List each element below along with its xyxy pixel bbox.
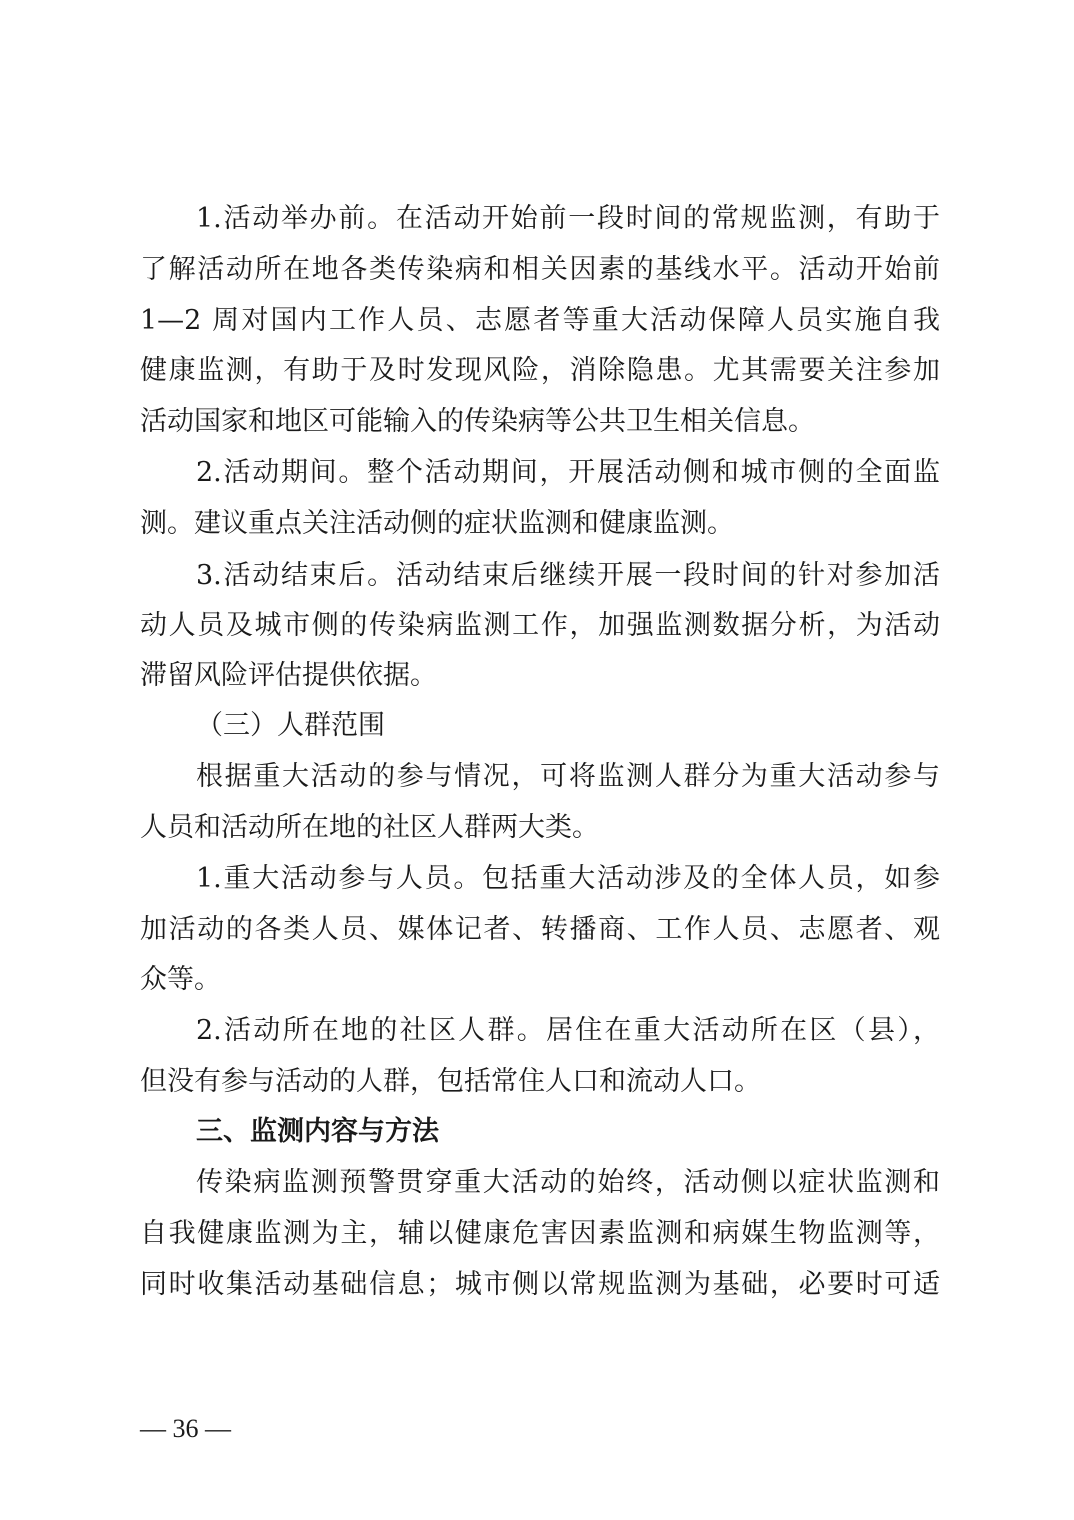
paragraph-line: 加活动的各类人员、媒体记者、转播商、工作人员、志愿者、观 bbox=[140, 914, 940, 945]
paragraph-line: 自我健康监测为主，辅以健康危害因素监测和病媒生物监测等， bbox=[140, 1218, 940, 1249]
paragraph-line: 人员和活动所在地的社区人群两大类。 bbox=[140, 812, 599, 843]
paragraph-line: 健康监测，有助于及时发现风险，消除隐患。尤其需要关注参加 bbox=[140, 355, 940, 386]
paragraph-line: 但没有参与活动的人群，包括常住人口和流动人口。 bbox=[140, 1066, 761, 1097]
paragraph-line: 1—2 周对国内工作人员、志愿者等重大活动保障人员实施自我 bbox=[140, 305, 940, 336]
paragraph-line: 1.重大活动参与人员。包括重大活动涉及的全体人员，如参 bbox=[196, 863, 940, 894]
paragraph-line: 3.活动结束后。活动结束后继续开展一段时间的针对参加活 bbox=[196, 560, 940, 591]
paragraph-line: 了解活动所在地各类传染病和相关因素的基线水平。活动开始前 bbox=[140, 254, 940, 285]
paragraph-line: 滞留风险评估提供依据。 bbox=[140, 660, 437, 691]
paragraph-line: 2.活动所在地的社区人群。居住在重大活动所在区（县）， bbox=[196, 1015, 940, 1046]
paragraph-line: 动人员及城市侧的传染病监测工作，加强监测数据分析，为活动 bbox=[140, 610, 940, 641]
section-subheading: （三）人群范围 bbox=[196, 710, 385, 741]
paragraph-line: 2.活动期间。整个活动期间，开展活动侧和城市侧的全面监 bbox=[196, 457, 940, 488]
paragraph-line: 1.活动举办前。在活动开始前一段时间的常规监测，有助于 bbox=[196, 203, 940, 234]
paragraph-line: 活动国家和地区可能输入的传染病等公共卫生相关信息。 bbox=[140, 406, 815, 437]
section-heading: 三、监测内容与方法 bbox=[196, 1116, 439, 1147]
paragraph-line: 根据重大活动的参与情况，可将监测人群分为重大活动参与 bbox=[196, 761, 940, 792]
paragraph-line: 传染病监测预警贯穿重大活动的始终，活动侧以症状监测和 bbox=[196, 1167, 940, 1198]
paragraph-line: 测。建议重点关注活动侧的症状监测和健康监测。 bbox=[140, 508, 734, 539]
paragraph-line: 众等。 bbox=[140, 964, 221, 995]
page-number: — 36 — bbox=[140, 1414, 231, 1443]
paragraph-line: 同时收集活动基础信息；城市侧以常规监测为基础，必要时可适 bbox=[140, 1269, 940, 1300]
